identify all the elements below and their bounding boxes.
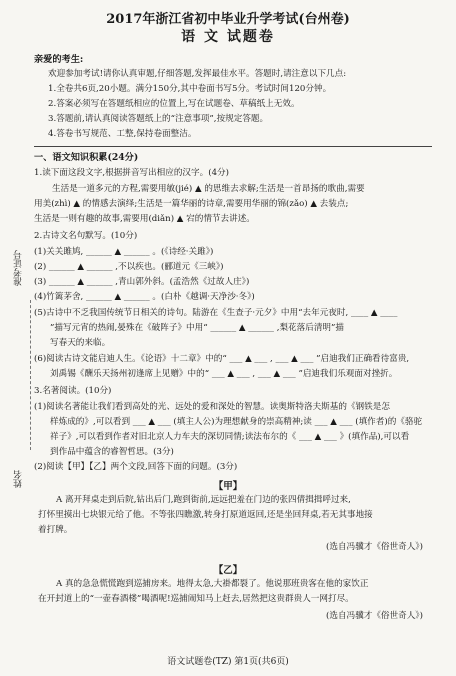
q2-item: 写春天的来临。 — [50, 338, 111, 348]
passage-jia-line: 着打牌。 — [38, 525, 73, 535]
q2-item: ”描写元宵的热闹,晏殊在《破阵子》中用“ ______ ▲ ______ ,梨花落后清明”描 — [50, 323, 344, 333]
q1-text-line: 生活是一则有趣的故事,需要用(diǎn) ▲ 宕的情节去讲述。 — [34, 214, 255, 224]
notice-item-3: 3.答题前,请认真阅读答题纸上的“注意事项”,按规定答题。 — [48, 114, 269, 124]
q2-item: (3) ______ ▲ ______ ,青山郭外斜。(孟浩然《过故人庄》) — [34, 277, 250, 287]
question-2: 2.古诗文名句默写。(10分) — [34, 231, 138, 241]
q3-text-line: 到作品中蕴含的睿智哲思。(3分) — [50, 447, 174, 457]
passage-jia-source: (选自冯骥才《俗世奇人》) — [326, 542, 423, 552]
q2-item: (6)阅读古诗文能启迪人生。《论语》十二章》中的“ ___ ▲ ___ , ___ ▲ ___ ”启迪我们正确看待富贵, — [34, 354, 410, 364]
exam-title: 2017年浙江省初中毕业升学考试(台州卷) — [106, 12, 350, 27]
notice-heading: 亲爱的考生: — [34, 54, 84, 65]
notice-item-4: 4.答卷书写规范、工整,保持卷面整洁。 — [48, 129, 197, 139]
q3-text-line: (2)阅读【甲】【乙】两个文段,回答下面的问题。(3分) — [34, 462, 238, 472]
q1-text-line: 生活是一道多元的方程,需要用敏(jié) ▲ 的思维去求解;生活是一首昂扬的歌曲,需要 — [52, 184, 365, 194]
question-3: 3.名著阅读。(10分) — [34, 386, 112, 396]
q2-item: (4)竹篱茅舍, ______ ▲ ______ 。(白朴《越调·天净沙·冬》) — [34, 292, 255, 302]
passage-jia-line: 打怀里摸出七块银元给了他。不等张四瞧激,转身打原道返回,还是坐回拜桌,若无其事地接 — [38, 510, 373, 520]
q2-item: (5)古诗中不乏我国传统节日相关的诗句。陆游在《生查子·元夕》中用“去年元夜时, ____ ▲ ____ — [34, 308, 398, 318]
passage-yi-source: (选自冯骥才《俗世奇人》) — [326, 611, 423, 621]
q1-text-line: 用美(zhì) ▲ 的情感去演绎;生活是一篇华丽的诗章,需要用华丽的锦(zǎo) ▲ 去装点; — [34, 199, 349, 209]
name-label: 姓名 — [14, 470, 24, 488]
paper-subtitle: 语 文 试题卷 — [181, 29, 275, 45]
q3-text-line: 样炼成的》,可以看到 ___ ▲ ___ (填主人公)为理想献身的崇高精神;读 ___ ▲ ___ (填作者)的《骆驼 — [50, 417, 423, 427]
notice-item-1: 1.全卷共6页,20小题。满分150分,其中卷面书写5分。考试时间120分钟。 — [48, 84, 332, 94]
q2-item: (2) ______ ▲ ______ ,不以疾也。(郦道元《三峡》) — [34, 262, 224, 272]
q3-text-line: 祥子》,可以看到作者对旧北京人力车夫的深切同情;读法布尔的《 ___ ▲ ___ 》(填作品),可以看 — [50, 432, 410, 442]
q2-item: (1)关关雎鸠, ______ ▲ ______ 。(《诗经·关雎》) — [34, 247, 214, 257]
section-heading: 一、语文知识积累(24分) — [34, 152, 139, 163]
passage-yi-label: 【乙】 — [213, 565, 243, 576]
passage-yi-line: 在开封道上的“一壶春酒楼”喝酒呢!巡捕闹知马上赶去,居然把这贵群贵人一网打尽。 — [38, 594, 354, 604]
passage-jia-line: A 离开拜桌走到后院,钻出后门,跑到街前,远远把羞在门边的张四倩揖揖呼过来, — [56, 495, 351, 505]
question-1: 1.读下面这段文字,根据拼音写出相应的汉字。(4分) — [34, 168, 229, 178]
passage-yi-line: A 真的急急慌慌跑到巡捕房来。地得太急,大褂都裂了。他说那班贵客在他的家饮正 — [56, 579, 369, 589]
binding-line — [30, 300, 31, 450]
q2-item: 刘禹锡《酬乐天扬州初逢席上见赠》中的“ ___ ▲ ___ , ___ ▲ ___ ”启迪我们乐观面对挫折。 — [50, 369, 398, 379]
notice-intro: 欢迎参加考试!请你认真审题,仔细答题,发挥最佳水平。答题时,请注意以下几点: — [48, 69, 347, 79]
passage-jia-label: 【甲】 — [213, 481, 243, 492]
q3-text-line: (1)阅读名著能让我们看到高处的光、远处的爱和深处的智慧。读奥斯特洛夫斯基的《钢铁是怎 — [34, 402, 390, 412]
page-footer: 语文试题卷(TZ) 第1页(共6页) — [167, 657, 289, 667]
notice-item-2: 2.答案必须写在答题纸相应的位置上,写在试题卷、草稿纸上无效。 — [48, 99, 300, 109]
exam-number-label: 准考证号 — [14, 250, 24, 286]
divider — [34, 146, 432, 147]
